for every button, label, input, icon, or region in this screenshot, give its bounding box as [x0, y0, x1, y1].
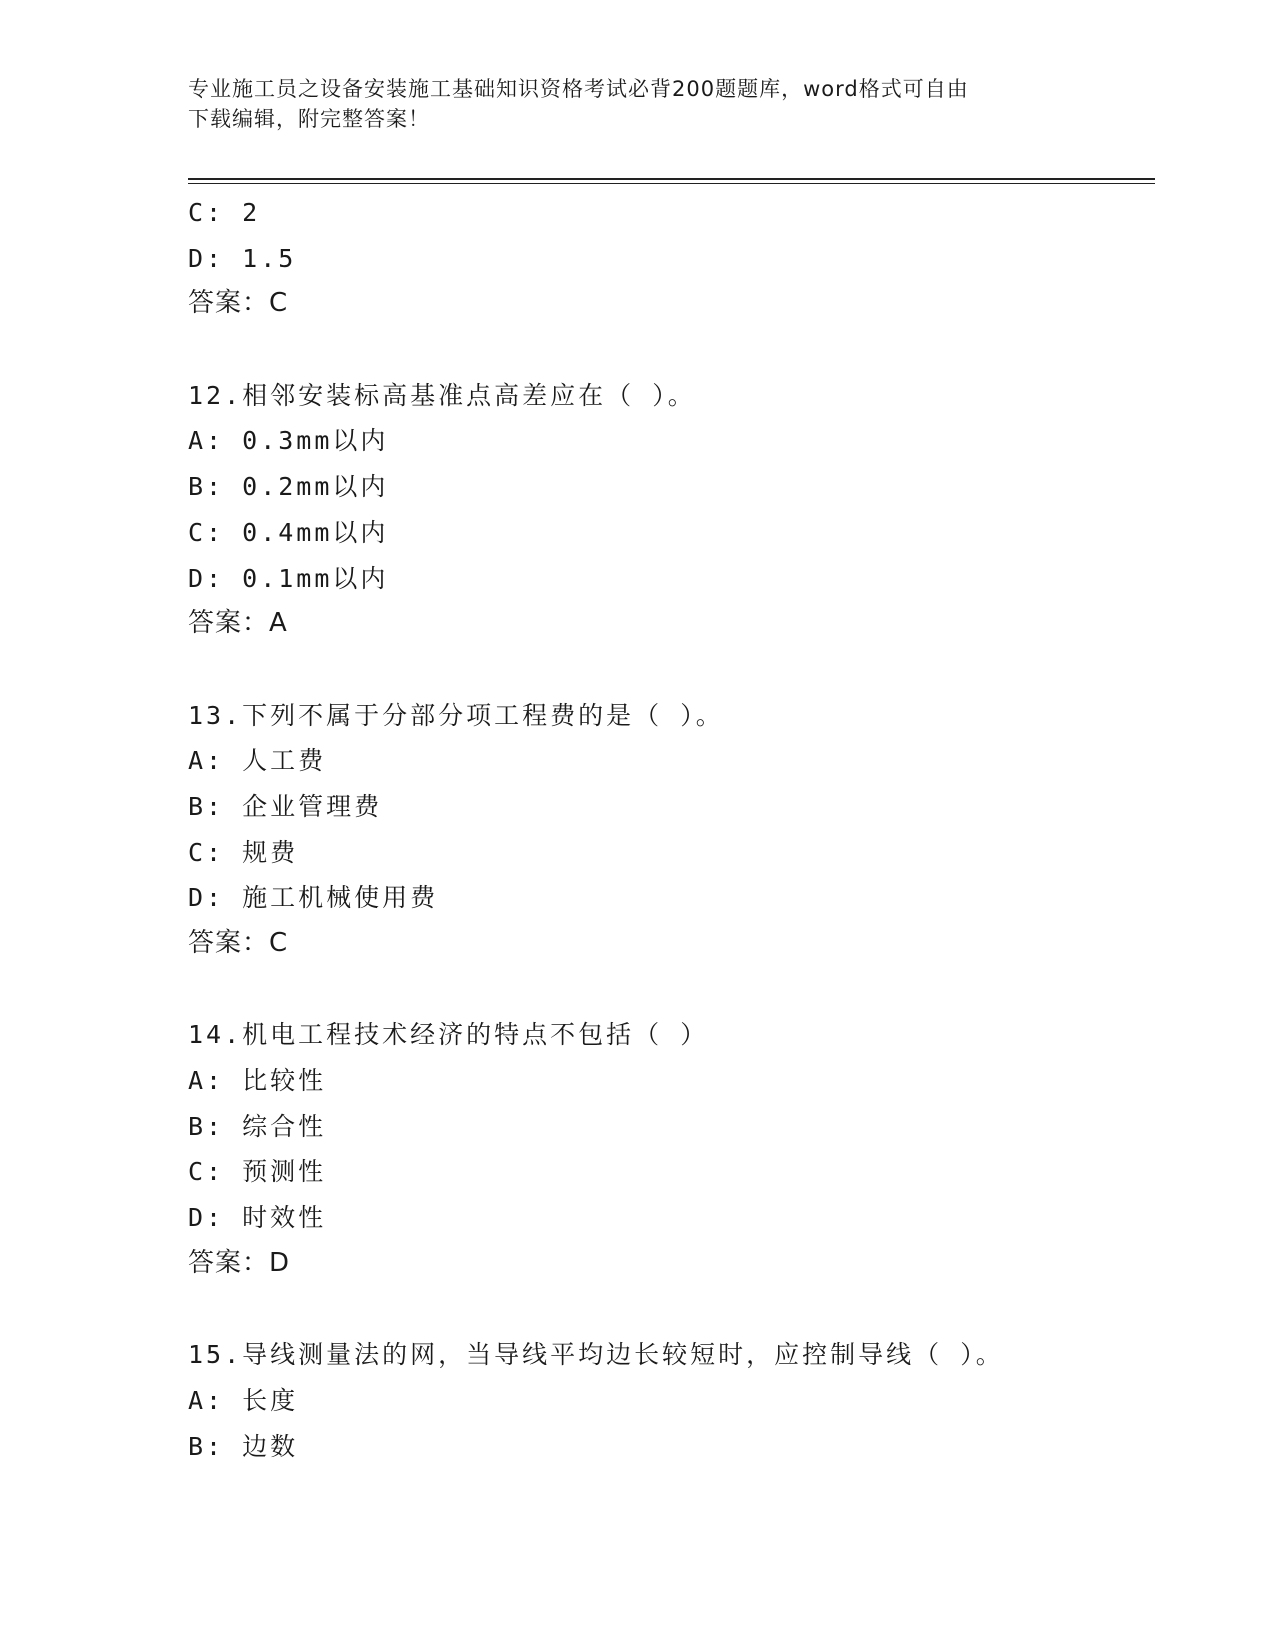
option-b: B: 0.2mm以内	[188, 472, 389, 502]
option-d: D: 1.5	[188, 243, 297, 273]
option-c: C: 预测性	[188, 1157, 327, 1187]
option-b: B: 边数	[188, 1431, 299, 1461]
spacer	[188, 1287, 1155, 1333]
question-15: 15.导线测量法的网，当导线平均边长较短时，应控制导线（ ）。	[188, 1340, 1004, 1370]
spacer	[188, 647, 1155, 693]
option-d: D: 0.1mm以内	[188, 563, 389, 593]
option-b: B: 企业管理费	[188, 791, 383, 821]
header-divider-thin	[188, 183, 1155, 184]
option-c: C: 规费	[188, 837, 299, 867]
option-a: A: 比较性	[188, 1066, 327, 1096]
question-14: 14.机电工程技术经济的特点不包括（ ）	[188, 1020, 709, 1050]
answer: 答案：C	[188, 928, 289, 958]
option-a: A: 人工费	[188, 746, 327, 776]
option-d: D: 时效性	[188, 1203, 327, 1233]
option-c: C: 0.4mm以内	[188, 517, 389, 547]
header-line-2: 下载编辑，附完整答案！	[188, 107, 430, 131]
document-header	[188, 74, 1068, 134]
header-divider-thick	[188, 178, 1155, 180]
answer: 答案：C	[188, 288, 289, 319]
question-list	[188, 190, 1155, 1469]
answer: 答案：A	[188, 608, 288, 639]
spacer	[188, 327, 1155, 373]
option-c: C: 2	[188, 198, 261, 227]
option-b: B: 综合性	[188, 1111, 327, 1141]
question-13: 13.下列不属于分部分项工程费的是（ ）。	[188, 700, 724, 730]
option-a: A: 长度	[188, 1385, 299, 1415]
answer: 答案：D	[188, 1247, 291, 1278]
header-line-1: 专业施工员之设备安装施工基础知识资格考试必背200题题库，word格式可自由	[188, 77, 969, 101]
option-d: D: 施工机械使用费	[188, 883, 439, 913]
spacer	[188, 967, 1155, 1013]
question-12: 12.相邻安装标高基准点高差应在（ ）。	[188, 380, 696, 410]
option-a: A: 0.3mm以内	[188, 426, 389, 456]
